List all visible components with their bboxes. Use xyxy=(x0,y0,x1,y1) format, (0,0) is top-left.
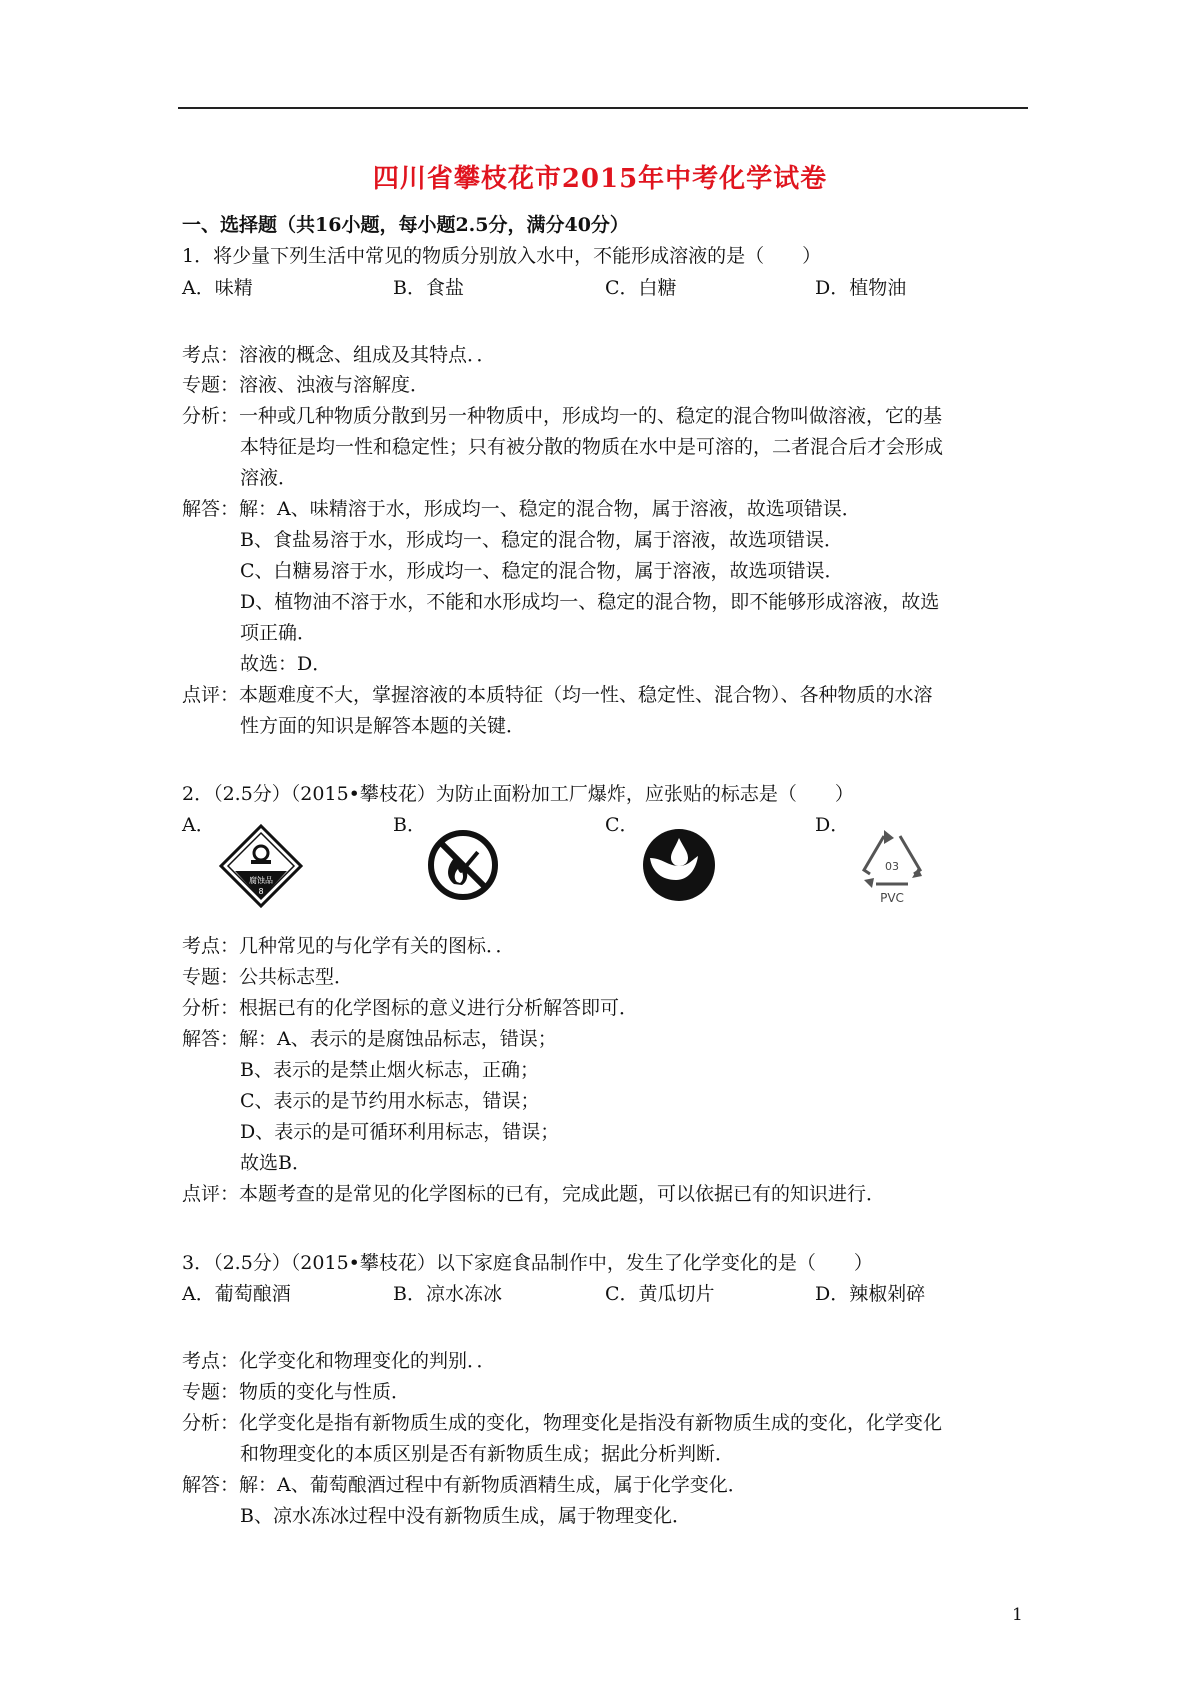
header-rule xyxy=(178,107,1028,109)
q2-jieda-d: D、表示的是可循环利用标志，错误； xyxy=(240,1121,560,1143)
q2-fenxi: 分析：根据已有的化学图标的意义进行分析解答即可． xyxy=(182,997,639,1019)
q1-option-d: D．植物油 xyxy=(815,277,907,299)
q3-option-b: B．凉水冻冰 xyxy=(393,1283,502,1305)
q3-stem: 3．（2.5分）（2015•攀枝花）以下家庭食品制作中，发生了化学变化的是（ ） xyxy=(182,1252,873,1274)
q2-option-d: D． xyxy=(815,814,850,836)
q2-option-a: A． xyxy=(182,814,215,836)
q1-kaodian: 考点：溶液的概念、组成及其特点．． xyxy=(182,344,496,366)
q2-option-b: B． xyxy=(393,814,426,836)
q2-dianping: 点评：本题考查的是常见的化学图标的已有，完成此题，可以依据已有的知识进行． xyxy=(182,1183,886,1205)
no-fire-sign-icon xyxy=(424,826,502,904)
q1-stem: 1．将少量下列生活中常见的物质分别放入水中，不能形成溶液的是（ ） xyxy=(182,245,822,267)
q1-jieda-b: B、食盐易溶于水，形成均一、稳定的混合物，属于溶液，故选项错误． xyxy=(240,529,843,551)
q2-option-c: C． xyxy=(605,814,639,836)
q1-option-c: C．白糖 xyxy=(605,277,677,299)
q1-jieda-c: C、白糖易溶于水，形成均一、稳定的混合物，属于溶液，故选项错误． xyxy=(240,560,844,582)
q2-jieda: 解答：解：A、表示的是腐蚀品标志，错误； xyxy=(182,1028,557,1050)
section-heading: 一、选择题（共16小题，每小题2.5分，满分40分） xyxy=(182,214,629,236)
q1-jieda-d: D、植物油不溶于水，不能和水形成均一、稳定的混合物，即不能够形成溶液，故选 xyxy=(240,591,940,613)
water-saving-sign-icon xyxy=(640,826,718,904)
q1-jieda-d-cont: 项正确． xyxy=(240,622,317,644)
q3-jieda-b: B、凉水冻冰过程中没有新物质生成，属于物理变化． xyxy=(240,1505,691,1527)
q1-fenxi-cont: 溶液． xyxy=(240,467,298,489)
q2-zhuanti: 专题：公共标志型． xyxy=(182,966,354,988)
q1-fenxi: 分析：一种或几种物质分散到另一种物质中，形成均一的、稳定的混合物叫做溶液，它的基 xyxy=(182,405,943,427)
q2-stem: 2．（2.5分）（2015•攀枝花）为防止面粉加工厂爆炸，应张贴的标志是（ ） xyxy=(182,783,854,805)
page-title: 四川省攀枝花市2015年中考化学试卷 xyxy=(372,164,828,194)
q2-answer: 故选B． xyxy=(240,1152,311,1174)
q1-answer: 故选：D． xyxy=(240,653,332,675)
q1-jieda: 解答：解：A、味精溶于水，形成均一、稳定的混合物，属于溶液，故选项错误． xyxy=(182,498,861,520)
corrosive-sign-icon xyxy=(218,823,304,909)
recycling-label: PVC xyxy=(880,891,904,905)
q3-kaodian: 考点：化学变化和物理变化的判别．． xyxy=(182,1350,496,1372)
recycling-pvc-sign-icon xyxy=(850,826,934,906)
q3-option-c: C．黄瓜切片 xyxy=(605,1283,715,1305)
q1-fenxi-cont: 本特征是均一性和稳定性；只有被分散的物质在水中是可溶的，二者混合后才会形成 xyxy=(240,436,944,458)
q1-zhuanti: 专题：溶液、浊液与溶解度． xyxy=(182,374,430,396)
recycling-code: 03 xyxy=(885,860,899,873)
q1-dianping-cont: 性方面的知识是解答本题的关键． xyxy=(240,715,526,737)
q2-kaodian: 考点：几种常见的与化学有关的图标．． xyxy=(182,935,515,957)
corrosive-sign-text: 腐蚀品 xyxy=(249,876,273,885)
q1-option-b: B．食盐 xyxy=(393,277,464,299)
q3-option-d: D．辣椒剁碎 xyxy=(815,1283,926,1305)
q3-fenxi-cont: 和物理变化的本质区别是否有新物质生成；据此分析判断． xyxy=(240,1443,735,1465)
q1-dianping: 点评：本题难度不大，掌握溶液的本质特征（均一性、稳定性、混合物）、各种物质的水溶 xyxy=(182,684,933,706)
q3-zhuanti: 专题：物质的变化与性质． xyxy=(182,1381,411,1403)
q3-option-a: A．葡萄酿酒 xyxy=(182,1283,291,1305)
q2-jieda-b: B、表示的是禁止烟火标志，正确； xyxy=(240,1059,539,1081)
q1-option-a: A．味精 xyxy=(182,277,253,299)
q3-fenxi: 分析：化学变化是指有新物质生成的变化，物理变化是指没有新物质生成的变化，化学变化 xyxy=(182,1412,943,1434)
q2-jieda-c: C、表示的是节约用水标志，错误； xyxy=(240,1090,540,1112)
q3-jieda: 解答：解：A、葡萄酿酒过程中有新物质酒精生成，属于化学变化． xyxy=(182,1474,747,1496)
corrosive-sign-number: 8 xyxy=(258,887,264,896)
page-number: 1 xyxy=(1012,1605,1023,1625)
